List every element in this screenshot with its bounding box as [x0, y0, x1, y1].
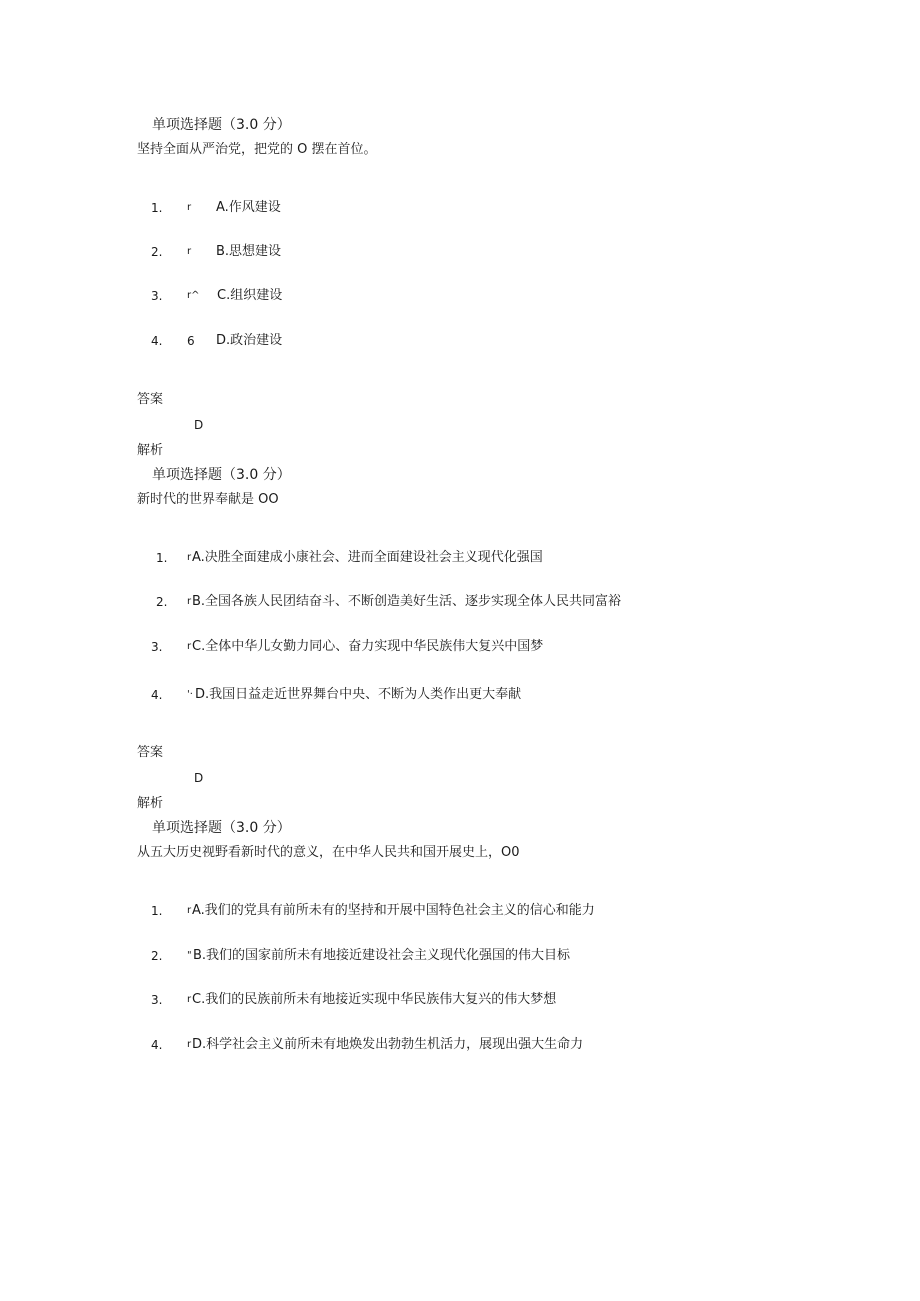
answer-value: D — [194, 418, 204, 432]
analysis-label: 解析 — [137, 443, 164, 458]
option-number: 1. — [151, 904, 163, 918]
option-number: 4. — [151, 688, 163, 702]
radio-mark[interactable]: r — [187, 905, 192, 916]
radio-mark[interactable]: r^ — [187, 290, 200, 301]
radio-mark[interactable]: r — [187, 596, 192, 607]
question-type-label: 单项选择题（3.0 分） — [152, 467, 291, 483]
option-text[interactable]: A.作风建设 — [216, 200, 281, 215]
option-text[interactable]: A.我们的党具有前所未有的坚持和开展中国特色社会主义的信心和能力 — [192, 903, 595, 918]
question-stem: 从五大历史视野看新时代的意义，在中华人民共和国开展史上，O0 — [137, 845, 520, 860]
option-text[interactable]: D.政治建设 — [216, 333, 283, 348]
radio-mark[interactable]: " — [187, 950, 192, 961]
option-number: 1. — [156, 551, 168, 565]
option-text[interactable]: D.我国日益走近世界舞台中央、不断为人类作出更大奉献 — [195, 687, 522, 702]
option-number: 2. — [151, 949, 163, 963]
option-text[interactable]: B.全国各族人民团结奋斗、不断创造美好生活、逐步实现全体人民共同富裕 — [192, 594, 622, 609]
question-stem: 坚持全面从严治党，把党的 O 摆在首位。 — [137, 142, 377, 157]
answer-value: D — [194, 771, 204, 785]
radio-mark[interactable]: r — [187, 641, 192, 652]
radio-mark[interactable]: r — [187, 552, 192, 563]
option-number: 4. — [151, 334, 163, 348]
option-text[interactable]: C.全体中华儿女勤力同心、奋力实现中华民族伟大复兴中国梦 — [192, 639, 544, 654]
analysis-label: 解析 — [137, 796, 164, 811]
option-number: 3. — [151, 993, 163, 1007]
radio-mark[interactable]: 6 — [187, 334, 195, 348]
answer-label: 答案 — [137, 745, 164, 760]
question-type-label: 单项选择题（3.0 分） — [152, 117, 291, 133]
option-number: 2. — [151, 245, 163, 259]
option-text[interactable]: A.决胜全面建成小康社会、进而全面建设社会主义现代化强国 — [192, 550, 543, 565]
question-type-label: 单项选择题（3.0 分） — [152, 820, 291, 836]
radio-mark[interactable]: r — [187, 994, 192, 1005]
option-text[interactable]: C.组织建设 — [217, 288, 283, 303]
option-text[interactable]: B.思想建设 — [216, 244, 282, 259]
option-number: 1. — [151, 201, 163, 215]
radio-mark[interactable]: r — [187, 246, 192, 257]
option-text[interactable]: B.我们的国家前所未有地接近建设社会主义现代化强国的伟大目标 — [193, 948, 571, 963]
option-number: 3. — [151, 289, 163, 303]
option-number: 2. — [156, 595, 168, 609]
answer-label: 答案 — [137, 392, 164, 407]
option-text[interactable]: C.我们的民族前所未有地接近实现中华民族伟大复兴的伟大梦想 — [192, 992, 557, 1007]
radio-mark[interactable]: '· — [187, 689, 193, 700]
option-number: 4. — [151, 1038, 163, 1052]
option-number: 3. — [151, 640, 163, 654]
question-stem: 新时代的世界奉献是 OO — [137, 492, 279, 507]
radio-mark[interactable]: r — [187, 202, 192, 213]
radio-mark[interactable]: r — [187, 1039, 192, 1050]
option-text[interactable]: D.科学社会主义前所未有地焕发出勃勃生机活力，展现出强大生命力 — [192, 1037, 584, 1052]
